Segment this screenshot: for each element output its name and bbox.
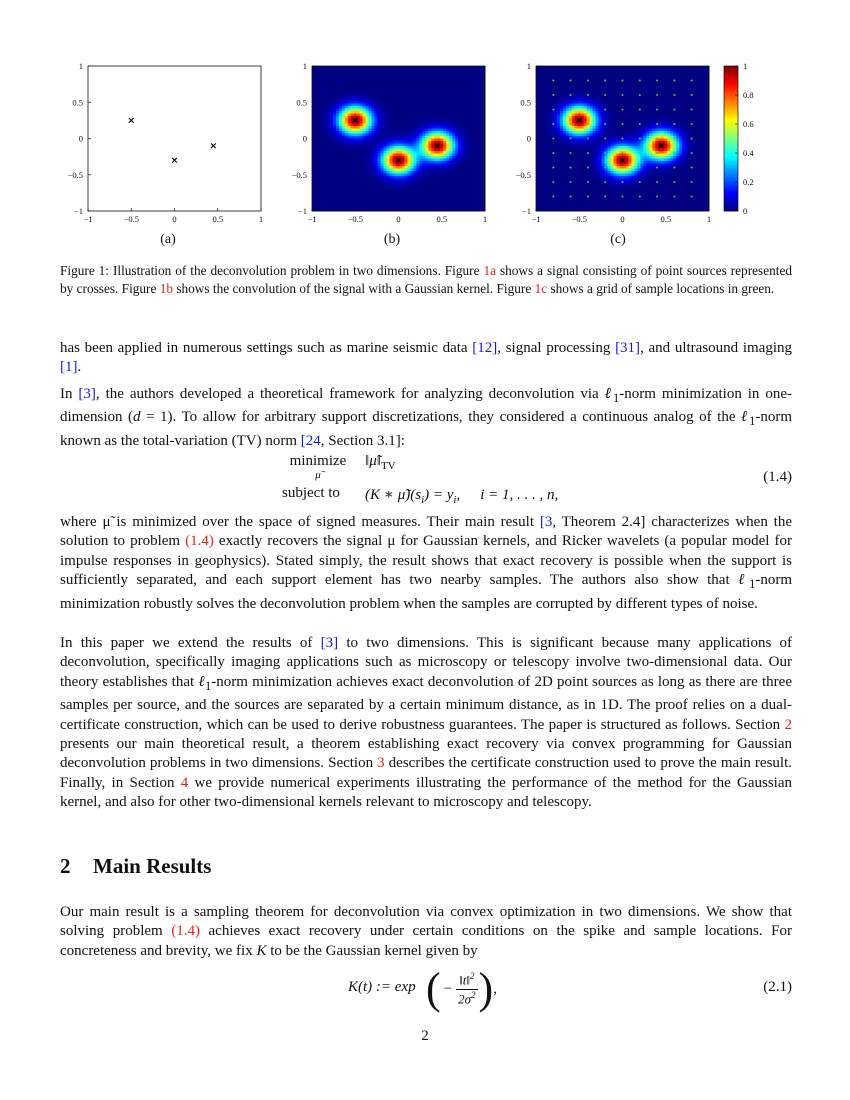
x-tick-label-c-3: 0.5	[660, 214, 672, 223]
y-tick-label-c-2: 0	[526, 133, 531, 144]
paragraph-this-paper: In this paper we extend the results of [3] to two dimensions. This is significant because many applications of deconvolution, specifically imaging applications such as microscopy or telescopy involve two-dimensional data. Our theory establishes that ℓ$_1$-norm minimization achieves exact deconvolution of 2D point sources as long as there are three samples per source, and the sources are separated by a certain minimum distance, as in 1D. The proof relies on a dual-certificate construction, which can be used to derive robustness guarantees. The paper is structured as follows. Section 2 presents our main theoretical result, a theorem establishing exact recovery via convex programming for Gaussian deconvolution problems in two dimensions. Section 3 describes the certificate construction used to prove the main result. Finally, in Section 4 we provide numerical experiments illustrating the performance of the method for the Gaussian kernel, and also for other two-dimensional kernels relevant to microscopy and telescopy.	[60, 635, 792, 811]
y-tick-label-c-3: 0.5	[520, 97, 531, 108]
sample-point-32	[639, 123, 641, 125]
sample-point-53	[691, 152, 693, 154]
y-tick-label-c-4: 1	[526, 61, 531, 71]
equation-number-2-1: (2.1)	[763, 979, 792, 995]
sample-point-58	[621, 166, 623, 168]
sample-point-22	[621, 108, 623, 110]
sample-point-61	[673, 166, 675, 168]
subfigure-label-c: (c)	[610, 232, 626, 247]
sample-point-8	[691, 79, 693, 81]
sample-point-45	[552, 152, 554, 154]
sample-point-55	[570, 166, 572, 168]
figure-1	[60, 58, 800, 254]
sample-point-79	[673, 195, 675, 197]
sample-point-15	[656, 94, 658, 96]
paragraph-main-result: Our main result is a sampling theorem for deconvolution via convex optimization in two dimensions. We show that solving problem (1.4) achieves exact recovery under certain conditions on the spike and sample locations. For concreteness and brevity, we fix K to be the Gaussian kernel given by	[60, 904, 792, 959]
paragraph-main-result-prior: where μ̃ is minimized over the space of signed measures. Their main result [3, Theorem 2.4] characterizes when the solution to problem (1.4) exactly recovers the signal μ for Gaussian kernels, and Ricker wavelets (a popular model for impulse responses in geophysics). Stated simply, the result shows that exact recovery is possible when the support is sufficiently separated, and each support element has two nearby samples. The authors also show that ℓ$_1$-norm minimization robustly solves the deconvolution problem when the samples are corrupted by different types of noise.	[60, 514, 792, 612]
sample-point-51	[656, 152, 658, 154]
equation-number-1-4: (1.4)	[763, 469, 792, 485]
sample-point-42	[656, 137, 658, 139]
sample-point-12	[604, 94, 606, 96]
sample-point-44	[691, 137, 693, 139]
section-heading-main-results: 2 Main Results	[60, 854, 212, 878]
citation-3-extend[interactable]: [3]	[320, 635, 339, 651]
sample-point-60	[656, 166, 658, 168]
x-tick-label-a-0: −1	[83, 214, 93, 223]
equation-1-4: minimize μ̃ $‖\mũ‖_{TV}$ subject to (K ∗ $\mũ)(s_i) = y_i$, i = 1, . . . , n, (1.4)	[282, 453, 792, 506]
y-tick-label-a-1: −0.5	[67, 169, 83, 180]
paragraph-applications: has been applied in numerous settings such as marine seismic data [12], signal processing [31], and ultrasound imaging [1].	[60, 340, 793, 376]
subfigure-c-plot	[508, 58, 800, 223]
sample-point-16	[673, 94, 675, 96]
figure-ref-1b[interactable]: 1b	[159, 280, 174, 296]
x-tick-label-a-4: 1	[258, 214, 264, 223]
sample-point-19	[570, 108, 572, 110]
sample-point-13	[621, 94, 623, 96]
colorbar	[724, 66, 738, 211]
y-tick-label-a-3: 0.5	[72, 97, 83, 108]
sample-point-62	[691, 166, 693, 168]
sample-point-41	[639, 137, 641, 139]
citation-12[interactable]: [12]	[472, 340, 498, 356]
subfigure-a-plot	[60, 58, 275, 223]
sample-point-0	[552, 79, 554, 81]
sample-point-21	[604, 108, 606, 110]
sample-point-56	[587, 166, 589, 168]
x-tick-label-c-4: 1	[706, 214, 712, 223]
x-tick-label-b-4: 1	[482, 214, 488, 223]
sample-point-27	[552, 123, 554, 125]
sample-point-29	[587, 123, 589, 125]
sample-point-3	[604, 79, 606, 81]
sample-point-74	[587, 195, 589, 197]
sample-point-67	[621, 181, 623, 183]
sample-point-64	[570, 181, 572, 183]
equation-ref-1-4-b[interactable]: (1.4)	[171, 923, 200, 940]
x-tick-label-c-2: 0	[620, 214, 625, 223]
sample-point-54	[552, 166, 554, 168]
sample-point-46	[570, 152, 572, 154]
sample-point-10	[570, 94, 572, 96]
heatmap-b	[312, 66, 485, 211]
sample-point-76	[621, 195, 623, 197]
y-tick-label-a-4: 1	[78, 61, 83, 71]
x-tick-label-a-1: −0.5	[123, 214, 139, 223]
sample-point-43	[673, 137, 675, 139]
x-tick-label-c-1: −0.5	[571, 214, 587, 223]
x-tick-label-a-3: 0.5	[212, 214, 224, 223]
colorbar-tick-label-2: 0.6	[743, 119, 754, 129]
sample-point-72	[552, 195, 554, 197]
sample-point-39	[604, 137, 606, 139]
subfigure-label-a: (a)	[160, 232, 176, 247]
section-ref-2[interactable]: 2	[784, 716, 792, 733]
sample-point-11	[587, 94, 589, 96]
sample-point-34	[673, 123, 675, 125]
sample-point-30	[604, 123, 606, 125]
sample-point-26	[691, 108, 693, 110]
figure-ref-1a[interactable]: 1a	[483, 263, 497, 278]
sample-point-7	[673, 79, 675, 81]
sample-point-6	[656, 79, 658, 81]
sample-point-48	[604, 152, 606, 154]
y-tick-label-a-0: −1	[73, 206, 83, 216]
equation-2-1: K(t) := exp ( − $\frac{‖t‖^2}{2\sigma^2}$ ) , (2.1)	[348, 964, 792, 1013]
page-number: 2	[421, 1028, 429, 1044]
sample-point-71	[691, 181, 693, 183]
sample-point-49	[621, 152, 623, 154]
sample-point-40	[621, 137, 623, 139]
x-tick-label-b-2: 0	[396, 214, 401, 223]
sample-point-9	[552, 94, 554, 96]
sample-point-38	[587, 137, 589, 139]
sample-point-70	[673, 181, 675, 183]
subfigure-b-plot	[284, 58, 499, 223]
sample-point-2	[587, 79, 589, 81]
sample-point-65	[587, 181, 589, 183]
sample-point-57	[604, 166, 606, 168]
section-ref-4[interactable]: 4	[180, 774, 189, 791]
sample-point-24	[656, 108, 658, 110]
colorbar-tick-label-0: 1	[743, 61, 748, 71]
sample-point-80	[691, 195, 693, 197]
sample-point-75	[604, 195, 606, 197]
sample-point-47	[587, 152, 589, 154]
sample-point-78	[656, 195, 658, 197]
figure-caption: Figure 1: Illustration of the deconvolution problem in two dimensions. Figure 1a shows a signal consisting of point sources represented by crosses. Figure 1b shows the convolution of the signal with a Gaussian kernel. Figure 1c shows a grid of sample locations in green.	[60, 263, 793, 296]
paragraph-prior-work: In [3], the authors developed a theoretical framework for analyzing deconvolution via ℓ$_1$-norm minimization in one-dimension (d = 1). To allow for arbitrary support discretizations, they considered a continuous analog of the ℓ$_1$-norm known as the total-variation (TV) norm [24, Section 3.1]:	[60, 386, 793, 449]
x-tick-label-b-1: −0.5	[347, 214, 363, 223]
citation-3[interactable]: [3]	[78, 386, 96, 402]
colorbar-tick-label-4: 0.2	[743, 177, 754, 187]
y-tick-label-b-3: 0.5	[296, 97, 307, 108]
sample-point-31	[621, 123, 623, 125]
sample-point-66	[604, 181, 606, 183]
x-tick-label-a-2: 0	[172, 214, 177, 223]
y-tick-label-b-2: 0	[302, 133, 307, 144]
sample-point-1	[570, 79, 572, 81]
y-tick-label-c-0: −1	[521, 206, 531, 216]
sample-point-17	[691, 94, 693, 96]
sample-point-20	[587, 108, 589, 110]
sample-point-4	[621, 79, 623, 81]
sample-point-28	[570, 123, 572, 125]
y-tick-label-b-1: −0.5	[291, 169, 307, 180]
sample-point-63	[552, 181, 554, 183]
colorbar-tick-label-1: 0.8	[743, 90, 754, 100]
subfigure-label-b: (b)	[383, 232, 401, 247]
sample-point-36	[552, 137, 554, 139]
citation-24[interactable]: [24	[300, 432, 321, 449]
section-ref-3[interactable]: 3	[377, 755, 385, 772]
sample-point-35	[691, 123, 693, 125]
y-tick-label-b-0: −1	[297, 206, 307, 216]
sample-point-14	[639, 94, 641, 96]
figure-ref-1c[interactable]: 1c	[534, 280, 548, 296]
sample-point-73	[570, 195, 572, 197]
sample-point-33	[656, 123, 658, 125]
sample-point-68	[639, 181, 641, 183]
sample-point-25	[673, 108, 675, 110]
sample-point-5	[639, 79, 641, 81]
sample-point-59	[639, 166, 641, 168]
colorbar-tick-label-3: 0.4	[743, 148, 754, 158]
equation-ref-1-4[interactable]: (1.4)	[185, 533, 214, 550]
sample-point-69	[656, 181, 658, 183]
citation-31[interactable]: [31]	[615, 340, 641, 356]
y-tick-label-a-2: 0	[78, 133, 83, 144]
sample-point-77	[639, 195, 641, 197]
citation-3-theorem[interactable]: [3	[539, 514, 553, 530]
x-tick-label-b-0: −1	[307, 214, 317, 223]
y-tick-label-c-1: −0.5	[515, 169, 531, 180]
x-tick-label-c-0: −1	[531, 214, 541, 223]
sample-point-37	[570, 137, 572, 139]
sample-point-50	[639, 152, 641, 154]
y-tick-label-b-4: 1	[302, 61, 307, 71]
sample-point-52	[673, 152, 675, 154]
colorbar-tick-label-5: 0	[743, 206, 748, 216]
citation-1[interactable]: [1]	[60, 359, 78, 376]
sample-point-23	[639, 108, 641, 110]
sample-point-18	[552, 108, 554, 110]
x-tick-label-b-3: 0.5	[436, 214, 448, 223]
